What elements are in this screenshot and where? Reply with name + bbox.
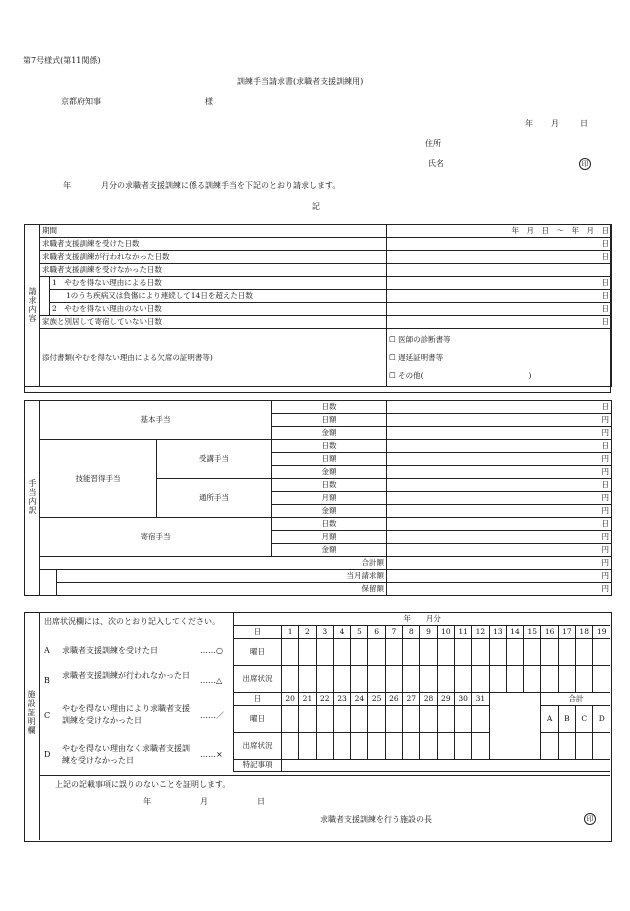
weekday-cell[interactable] <box>593 638 610 665</box>
attendance-cell[interactable] <box>333 665 350 692</box>
weekday-cell[interactable] <box>299 638 316 665</box>
attendance-cell[interactable] <box>333 732 350 759</box>
day-cell: 13 <box>489 625 506 638</box>
weekday-cell[interactable] <box>454 638 471 665</box>
request-text: 月分の求職者支援訓練に係る訓練手当を下記のとおり請求します。 <box>101 181 341 190</box>
period-value[interactable]: 年 月 日 ～ 年 月 日 <box>387 225 612 238</box>
day-cell: 2 <box>299 625 316 638</box>
item-label: 日額 <box>272 453 387 466</box>
commute-allowance-label: 通所手当 <box>157 479 272 518</box>
attendance-cell[interactable] <box>368 732 385 759</box>
day-label: 日 <box>234 625 282 638</box>
attendance-cell[interactable] <box>351 665 368 692</box>
legend-key: A <box>44 646 50 655</box>
attendance-cell[interactable] <box>437 665 454 692</box>
day-cell: 20 <box>282 692 299 705</box>
notes-label: 特記事項 <box>234 759 282 771</box>
attendance-cell[interactable] <box>593 665 610 692</box>
cert-year: 年 <box>143 797 151 806</box>
weekday-cell[interactable] <box>282 705 299 732</box>
seal-mark <box>579 158 591 170</box>
name-label: 氏名 <box>428 159 444 168</box>
request-side-label: 請求内容 <box>25 225 40 387</box>
day-cell: 23 <box>333 692 350 705</box>
day-cell: 12 <box>472 625 489 638</box>
item-value[interactable]: 円 <box>387 453 612 466</box>
attendance-cell[interactable] <box>437 732 454 759</box>
total-value[interactable]: 円 <box>387 557 612 570</box>
day-cell: 30 <box>454 692 471 705</box>
total-cell-b[interactable] <box>558 732 575 759</box>
weekday-label: 曜日 <box>234 705 282 732</box>
legend-key: D <box>44 750 51 759</box>
total-col-c: C <box>576 705 593 732</box>
weekday-cell[interactable] <box>506 638 523 665</box>
weekday-cell[interactable] <box>385 638 402 665</box>
legend-text: やむを得ない理由により求職者支援訓練を受けなかった日 <box>62 704 190 725</box>
skill-allowance-label: 技能習得手当 <box>40 440 157 518</box>
indent-spacer <box>40 277 50 316</box>
row-label: 求職者支援訓練が行われなかった日数 <box>40 251 387 264</box>
cert-day: 日 <box>257 797 265 806</box>
row-value[interactable]: 日 <box>387 316 612 329</box>
basic-allowance-label: 基本手当 <box>40 401 272 440</box>
form-title: 訓練手当請求書(求職者支援訓練用) <box>237 77 364 86</box>
day-cell: 29 <box>437 692 454 705</box>
item-value[interactable]: 円 <box>387 492 612 505</box>
weekday-cell[interactable] <box>558 638 575 665</box>
this-month-value[interactable]: 円 <box>387 570 612 583</box>
row-label: 2 やむを得ない理由のない日数 <box>50 303 387 316</box>
request-table <box>24 224 612 387</box>
day-cell: 21 <box>299 692 316 705</box>
total-cell-a[interactable] <box>541 732 558 759</box>
attendance-cell[interactable] <box>541 665 558 692</box>
day-cell: 24 <box>351 692 368 705</box>
attendance-cell[interactable] <box>403 665 420 692</box>
legend-key: B <box>44 676 50 685</box>
item-label: 金額 <box>272 466 387 479</box>
days-row-1 <box>234 625 611 638</box>
attachment-options <box>387 329 612 387</box>
row-value[interactable]: 日 <box>387 238 612 251</box>
attendance-cell[interactable] <box>351 732 368 759</box>
day-cell: 7 <box>385 625 402 638</box>
request-year: 年 <box>63 181 71 190</box>
attendance-cell[interactable] <box>420 732 437 759</box>
day-cell: 26 <box>385 692 402 705</box>
day-cell: 28 <box>420 692 437 705</box>
attendance-cell[interactable] <box>524 665 541 692</box>
attendance-cell[interactable] <box>454 732 471 759</box>
item-label: 日数 <box>272 479 387 492</box>
weekday-cell[interactable] <box>541 638 558 665</box>
attendance-cell[interactable] <box>403 732 420 759</box>
weekday-cell[interactable] <box>420 638 437 665</box>
form-number: 第7号様式(第11関係) <box>23 56 101 65</box>
legend-mark: ……× <box>200 750 223 759</box>
reserved-value[interactable]: 円 <box>387 583 612 596</box>
weekday-cell[interactable] <box>299 705 316 732</box>
row-label: 家族と別居して寄宿していない日数 <box>40 316 387 329</box>
reserved-label: 保留額 <box>57 583 387 596</box>
attendance-cell[interactable] <box>506 665 523 692</box>
total-cell-c[interactable] <box>576 732 593 759</box>
day-cell: 15 <box>524 625 541 638</box>
row-value[interactable]: 日 <box>387 251 612 264</box>
attach-option-medical[interactable]: ☐ 医師の診断書等 <box>389 334 451 344</box>
attendance-label: 出席状況 <box>234 665 282 692</box>
day-cell: 11 <box>454 625 471 638</box>
item-value[interactable]: 日 <box>387 518 612 531</box>
day-label: 日 <box>234 692 282 705</box>
weekday-cell[interactable] <box>368 638 385 665</box>
item-value[interactable]: 円 <box>387 414 612 427</box>
addressee-honorific: 様 <box>205 97 213 106</box>
facility-side-label: 施設証明欄 <box>27 690 36 735</box>
row-label: 求職者支援訓練を受けた日数 <box>40 238 387 251</box>
attendance-cell[interactable] <box>472 732 489 759</box>
cert-month: 月 <box>200 797 208 806</box>
weekday-row-2 <box>234 705 611 732</box>
day-cell: 10 <box>437 625 454 638</box>
attendance-cell[interactable] <box>385 665 402 692</box>
attendance-cell[interactable] <box>454 665 471 692</box>
indent-spacer <box>40 570 57 596</box>
weekday-cell[interactable] <box>524 638 541 665</box>
weekday-cell[interactable] <box>420 705 437 732</box>
day-cell: 9 <box>420 625 437 638</box>
weekday-cell[interactable] <box>282 638 299 665</box>
attendance-label: 出席状況 <box>234 732 282 759</box>
days-row-2 <box>234 692 611 705</box>
weekday-cell[interactable] <box>454 705 471 732</box>
item-label: 金額 <box>272 544 387 557</box>
attendance-cell[interactable] <box>316 732 333 759</box>
attachment-label: 添付書類(やむを得ない理由による欠席の証明書等) <box>40 329 387 387</box>
total-label: 合計額 <box>40 557 387 570</box>
item-value[interactable]: 円 <box>387 531 612 544</box>
day-cell: 27 <box>403 692 420 705</box>
day-cell: 19 <box>593 625 610 638</box>
row-value[interactable]: 日 <box>387 277 612 290</box>
cert-divider <box>39 775 610 776</box>
attendance-allowance-label: 受講手当 <box>157 440 272 479</box>
day-cell: 4 <box>333 625 350 638</box>
weekday-cell[interactable] <box>351 705 368 732</box>
item-value[interactable]: 円 <box>387 505 612 518</box>
attendance-grid <box>233 612 610 772</box>
weekday-cell[interactable] <box>403 638 420 665</box>
legend-mark: ……△ <box>200 676 223 685</box>
attendance-cell[interactable] <box>472 665 489 692</box>
legend-text: やむを得ない理由なく求職者支援訓練を受けなかった日 <box>62 744 190 765</box>
day-cell: 18 <box>576 625 593 638</box>
legend-key: C <box>44 711 51 720</box>
weekday-cell[interactable] <box>472 705 489 732</box>
weekday-cell[interactable] <box>333 705 350 732</box>
item-label: 月額 <box>272 531 387 544</box>
weekday-cell[interactable] <box>333 638 350 665</box>
attendance-cell[interactable] <box>420 665 437 692</box>
weekday-cell[interactable] <box>385 705 402 732</box>
row-label: 1のうち疾病又は負傷により連続して14日を超えた日数 <box>50 290 387 303</box>
item-label: 金額 <box>272 427 387 440</box>
allowance-side-label: 手当内訳 <box>25 401 40 596</box>
seal-icon: 印 <box>584 813 596 825</box>
facility-seal <box>584 813 596 825</box>
row-label: 1 やむを得ない理由による日数 <box>50 277 387 290</box>
total-col-a: A <box>541 705 558 732</box>
facility-head-label: 求職者支援訓練を行う施設の長 <box>320 815 432 824</box>
day-cell: 6 <box>368 625 385 638</box>
weekday-cell[interactable] <box>403 705 420 732</box>
attendance-row-1 <box>234 665 611 692</box>
row-value[interactable]: 日 <box>387 290 612 303</box>
legend-mark: ……○ <box>200 646 223 655</box>
day-cell: 3 <box>316 625 333 638</box>
day-cell: 5 <box>351 625 368 638</box>
item-value[interactable]: 日 <box>387 479 612 492</box>
weekday-cell[interactable] <box>472 638 489 665</box>
item-label: 月額 <box>272 492 387 505</box>
addressee: 京都府知事 <box>61 97 101 106</box>
instruction-text: 出席状況欄には、次のとおり記入してください。 <box>44 617 220 626</box>
attach-option-other[interactable]: ☐ その他( ) <box>389 370 532 380</box>
item-value[interactable]: 円 <box>387 544 612 557</box>
weekday-cell[interactable] <box>316 638 333 665</box>
attendance-cell[interactable] <box>368 665 385 692</box>
row-value <box>387 264 612 277</box>
dormitory-allowance-label: 寄宿手当 <box>40 518 272 557</box>
blank-area <box>489 692 541 759</box>
item-label: 金額 <box>272 505 387 518</box>
item-value[interactable]: 円 <box>387 466 612 479</box>
weekday-cell[interactable] <box>351 638 368 665</box>
day-cell: 8 <box>403 625 420 638</box>
legend-text: 求職者支援訓練を受けた日 <box>62 646 158 655</box>
weekday-cell[interactable] <box>489 638 506 665</box>
weekday-cell[interactable] <box>316 705 333 732</box>
attendance-cell[interactable] <box>385 732 402 759</box>
ki-label: 記 <box>312 202 320 211</box>
day-cell: 1 <box>282 625 299 638</box>
weekday-cell[interactable] <box>368 705 385 732</box>
day-cell: 17 <box>558 625 575 638</box>
item-value[interactable]: 円 <box>387 427 612 440</box>
day-cell: 14 <box>506 625 523 638</box>
allowance-table <box>24 400 612 596</box>
item-label: 日数 <box>272 440 387 453</box>
total-col-d: D <box>593 705 610 732</box>
year-month-header: 年 月分 <box>234 612 611 625</box>
item-label: 日額 <box>272 414 387 427</box>
weekday-cell[interactable] <box>437 638 454 665</box>
attendance-cell[interactable] <box>316 665 333 692</box>
period-label: 期間 <box>40 225 387 238</box>
item-label: 日数 <box>272 401 387 414</box>
this-month-label: 当月請求額 <box>57 570 387 583</box>
attendance-cell[interactable] <box>299 665 316 692</box>
weekday-cell[interactable] <box>437 705 454 732</box>
day-cell: 25 <box>368 692 385 705</box>
seal-icon: 印 <box>579 158 591 170</box>
attendance-cell[interactable] <box>576 665 593 692</box>
notes-field[interactable] <box>282 759 611 771</box>
total-col-b: B <box>558 705 575 732</box>
weekday-label: 曜日 <box>234 638 282 665</box>
day-cell: 31 <box>472 692 489 705</box>
notes-row <box>234 759 611 771</box>
date-year: 年 <box>525 119 533 128</box>
legend-mark: ……／ <box>200 711 224 720</box>
certify-text: 上記の記載事項に誤りのないことを証明します。 <box>55 780 231 789</box>
item-value[interactable]: 日 <box>387 440 612 453</box>
item-value[interactable]: 日 <box>387 401 612 414</box>
attendance-cell[interactable] <box>282 665 299 692</box>
item-label: 日数 <box>272 518 387 531</box>
attach-option-delay[interactable]: ☐ 遅延証明書等 <box>389 352 444 362</box>
weekday-cell[interactable] <box>576 638 593 665</box>
attendance-cell[interactable] <box>558 665 575 692</box>
attendance-cell[interactable] <box>489 665 506 692</box>
date-month: 月 <box>551 119 559 128</box>
total-header: 合計 <box>541 692 610 705</box>
row-label: 求職者支援訓練を受けなかった日数 <box>40 264 387 277</box>
address-label: 住所 <box>425 139 441 148</box>
attendance-cell[interactable] <box>282 732 299 759</box>
weekday-row-1 <box>234 638 611 665</box>
date-day: 日 <box>580 119 588 128</box>
row-value[interactable]: 日 <box>387 303 612 316</box>
legend-text: 求職者支援訓練が行われなかった日 <box>62 671 190 680</box>
total-cell-d[interactable] <box>593 732 610 759</box>
attendance-cell[interactable] <box>299 732 316 759</box>
day-cell: 16 <box>541 625 558 638</box>
attendance-row-2 <box>234 732 611 759</box>
side-divider <box>39 612 40 840</box>
day-cell: 22 <box>316 692 333 705</box>
